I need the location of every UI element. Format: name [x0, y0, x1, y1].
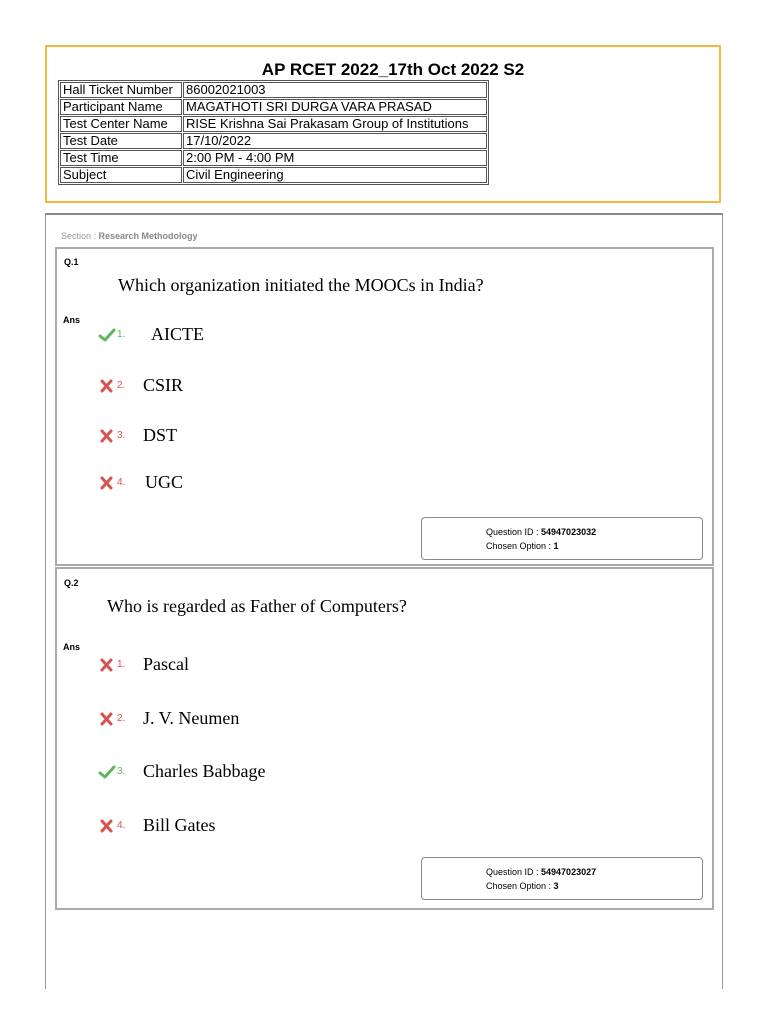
option-row: [98, 654, 189, 675]
question-number: Q.1: [64, 257, 79, 267]
chosen-option-label: Chosen Option :: [486, 881, 554, 891]
info-value: Civil Engineering: [183, 167, 487, 183]
candidate-header: [45, 45, 721, 203]
question-id-line: [486, 527, 596, 537]
info-label: Subject: [60, 167, 182, 183]
option-row: [98, 375, 183, 396]
chosen-option-line: [486, 541, 559, 551]
info-label: Participant Name: [60, 99, 182, 115]
option-number: 1.: [117, 659, 126, 670]
question-meta-box: [421, 517, 703, 560]
option-number: 1.: [117, 329, 126, 340]
option-row: [98, 425, 177, 446]
candidate-info-table: [58, 80, 489, 185]
check-icon: [98, 765, 116, 779]
option-text: UGC: [145, 472, 184, 492]
ans-label: Ans: [63, 315, 81, 325]
info-value: 17/10/2022: [183, 133, 487, 149]
chosen-option-label: Chosen Option :: [486, 541, 554, 551]
option-text: Charles Babbage: [143, 761, 266, 781]
question-text: Which organization initiated the MOOCs in India?: [118, 275, 484, 295]
question-id-value: 54947023032: [541, 527, 597, 537]
question-id-line: [486, 867, 596, 877]
cross-icon: [98, 379, 116, 393]
table-row: [60, 133, 487, 149]
exam-title: AP RCET 2022_17th Oct 2022 S2: [261, 60, 525, 79]
option-text: J. V. Neumen: [143, 708, 240, 728]
info-value: 2:00 PM - 4:00 PM: [183, 150, 487, 166]
table-row: [60, 150, 487, 166]
info-label: Test Date: [60, 133, 182, 149]
option-row: [98, 815, 216, 836]
table-row: [60, 82, 487, 98]
section-prefix: Section :: [61, 231, 99, 241]
cross-icon: [98, 476, 116, 490]
option-text: Bill Gates: [143, 815, 216, 835]
option-number: 3.: [117, 430, 126, 441]
option-row: [98, 324, 204, 345]
cross-icon: [98, 429, 116, 443]
question-id-value: 54947023027: [541, 867, 597, 877]
section-label: [61, 231, 198, 241]
option-text: Pascal: [143, 654, 189, 674]
option-number: 2.: [117, 380, 126, 391]
check-icon: [98, 328, 116, 342]
option-text: DST: [143, 425, 178, 445]
info-label: Test Center Name: [60, 116, 182, 132]
section-name: Research Methodology: [98, 231, 198, 241]
chosen-option-value: 3: [553, 881, 559, 891]
question-id-label: Question ID :: [486, 527, 542, 537]
question-card-1: [55, 247, 714, 566]
option-text: CSIR: [143, 375, 184, 395]
option-row: [98, 761, 265, 782]
info-label: Test Time: [60, 150, 182, 166]
ans-label: Ans: [63, 642, 81, 652]
question-number: Q.2: [64, 578, 79, 588]
option-number: 2.: [117, 713, 126, 724]
info-value: MAGATHOTI SRI DURGA VARA PRASAD: [183, 99, 487, 115]
cross-icon: [98, 819, 116, 833]
question-card-2: [55, 567, 714, 910]
chosen-option-line: [486, 881, 559, 891]
option-number: 3.: [117, 766, 126, 777]
table-row: [60, 99, 487, 115]
chosen-option-value: 1: [553, 541, 559, 551]
table-row: [60, 116, 487, 132]
table-row: [60, 167, 487, 183]
cross-icon: [98, 658, 116, 672]
cross-icon: [98, 712, 116, 726]
option-row: [98, 708, 239, 729]
option-number: 4.: [117, 820, 126, 831]
question-text: Who is regarded as Father of Computers?: [107, 596, 407, 616]
option-row: [98, 472, 183, 493]
info-value: RISE Krishna Sai Prakasam Group of Institutions: [183, 116, 487, 132]
info-label: Hall Ticket Number: [60, 82, 182, 98]
question-id-label: Question ID :: [486, 867, 542, 877]
question-meta-box: [421, 857, 703, 900]
option-text: AICTE: [151, 324, 204, 344]
option-number: 4.: [117, 477, 126, 488]
info-value: 86002021003: [183, 82, 487, 98]
